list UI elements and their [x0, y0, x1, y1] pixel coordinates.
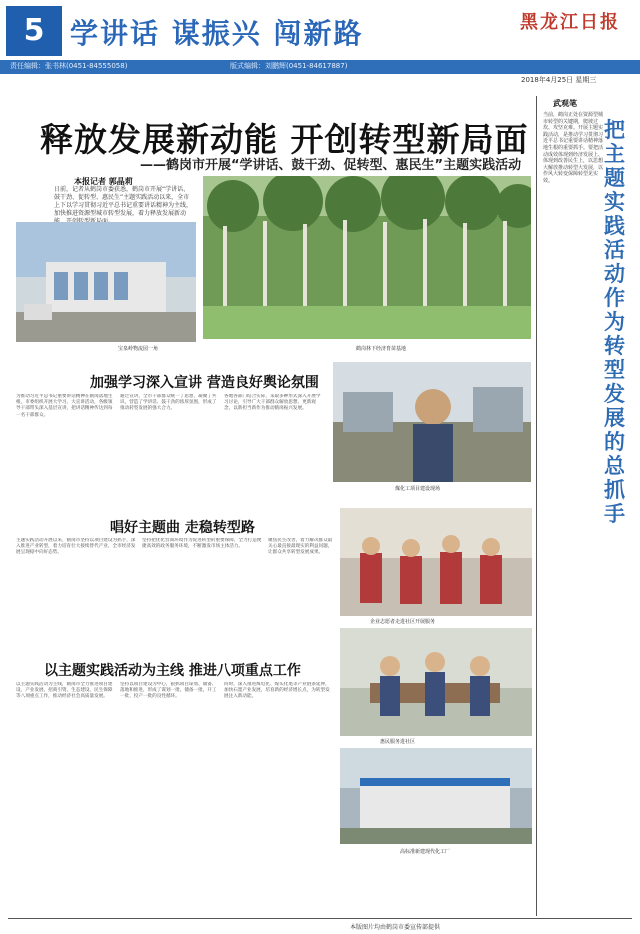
byline: 本报记者 郭晶莉 — [74, 177, 133, 186]
section2-text-a: 主题实践活动开展以来，鹤岗市坚持以项目建设为抓手，深入推进产业转型，着力培育壮大接续替代产业，全市经济发展呈现稳中向好态势。 — [16, 538, 136, 556]
project-illustration — [333, 362, 531, 482]
photo-logistics — [16, 222, 196, 342]
column-tag: 武观笔 — [553, 99, 577, 108]
layout-editor-info: 版式编辑：刘鹏辉(0451-84617887) — [230, 62, 348, 70]
photo-service — [340, 628, 532, 736]
page-slogan: 学讲话 谋振兴 闯新路 — [70, 17, 364, 50]
section1-text-b: 通过宣讲，全市干部群众统一了思想，凝聚了共识，营造了学讲话、鼓干劲的浓厚氛围，形成了推动转型发展的强大合力。 — [120, 394, 217, 412]
column-text: 当前，鹤岗正处在资源型城市转型的关键期，爬坡过坎、攻坚克难。开展主题实践活动，是推动学习贯彻习近平总书记重要讲话精神落地生根的重要抓手。要把活动成效体现到经济发展上、体现到改善民生上，以思想大解放推动转型大发展，以作风大转变保障转型见实效。 — [543, 112, 604, 184]
section-title-study: 加强学习深入宣讲 营造良好舆论氛围 — [90, 375, 319, 391]
logistics-illustration — [16, 222, 196, 342]
paper-name: 黑龙江日报 — [520, 12, 620, 33]
section2-text-c: 聚焦民生改善，着力解决群众最关心最直接最现实的利益问题，让群众共享转型发展成果。 — [268, 538, 333, 556]
headline-title: 释放发展新动能 开创转型新局面 — [40, 120, 529, 159]
caption-nursery: 鹤岗林下经济育苗基地 — [356, 346, 407, 352]
page-number: 5 — [6, 6, 62, 56]
photo-nursery — [203, 176, 531, 339]
lead-paragraph: 日前，记者从鹤岗市委获悉，鹤岗市开展“学讲话、鼓干劲、促转型、惠民生”主题实践活动以来，全市上下以学习贯彻习近平总书记重要讲话精神为主线，加快推进资源型城市转型发展，着力释放发展新动 — [54, 186, 193, 217]
section1-text-a: 为推动习近平总书记重要讲话精神在鹤岗落地生根，市委组织开展大学习、大宣讲活动，各级领导干部带头深入基层宣讲，把讲话精神传达到每一名干部群众。 — [16, 394, 113, 418]
caption-volunteers: 企业志愿者走进社区开展服务 — [370, 619, 436, 625]
column-vertical-title: 把主题实践活动作为转型发展的总抓手 — [604, 118, 625, 526]
footer-rule — [8, 918, 632, 919]
service-illustration — [340, 628, 532, 736]
photo-project — [333, 362, 531, 482]
caption-factory: 高标准新建现代化工厂 — [400, 849, 451, 855]
photo-volunteers — [340, 508, 532, 616]
nursery-illustration — [203, 176, 531, 339]
photo-credit: 本版图片均由鹤岗市委宣传部提供 — [350, 924, 441, 931]
factory-illustration — [340, 748, 532, 844]
section-title-theme: 唱好主题曲 走稳转型路 — [110, 520, 255, 536]
section3-text-a: 以主题实践活动为主线，鹤岗市全力推进项目建设、产业发展、招商引资、生态建设、民生保障等八项重点工作，推动经济社会高质量发展。 — [16, 682, 113, 700]
caption-logistics: 宝泉岭物流园一角 — [118, 346, 159, 352]
section-title-main-line: 以主题实践活动为主线 推进八项重点工作 — [44, 663, 301, 679]
volunteers-illustration — [340, 508, 532, 616]
caption-project: 煤化工项目建设现场 — [395, 486, 441, 492]
section3-text-c: 同时，深入推进煤电化、煤头化尾等产业链条延伸，加快石墨产业发展，培育新的经济增长点，为转型发展注入新动能。 — [224, 682, 330, 700]
section1-text-c: 各地各部门结合实际，采取多种形式深入开展学习讨论，引导广大干部群众解放思想、更新观念，以新担当新作为推动鹤岗振兴发展。 — [224, 394, 321, 412]
caption-service: 惠民服务进社区 — [380, 739, 416, 745]
headline-subtitle: ——鹤岗市开展“学讲话、鼓干劲、促转型、惠民生”主题实践活动 — [140, 158, 522, 173]
issue-date: 2018年4月25日 星期三 — [521, 76, 597, 84]
section3-text-b: 坚持以项目建设为中心，狠抓项目谋划、储备、落地和推进，形成了谋划一批、储备一批、开工一批、投产一批的良性循环。 — [120, 682, 217, 700]
column-divider — [536, 96, 537, 916]
section2-text-b: 坚持把优化营商环境作为促进转型的重要保障，全力打造便捷高效的政务服务环境，不断激发市场主体活力。 — [142, 538, 262, 550]
photo-factory — [340, 748, 532, 844]
editor-info: 责任编辑：张书林(0451-84555058) — [10, 62, 128, 70]
